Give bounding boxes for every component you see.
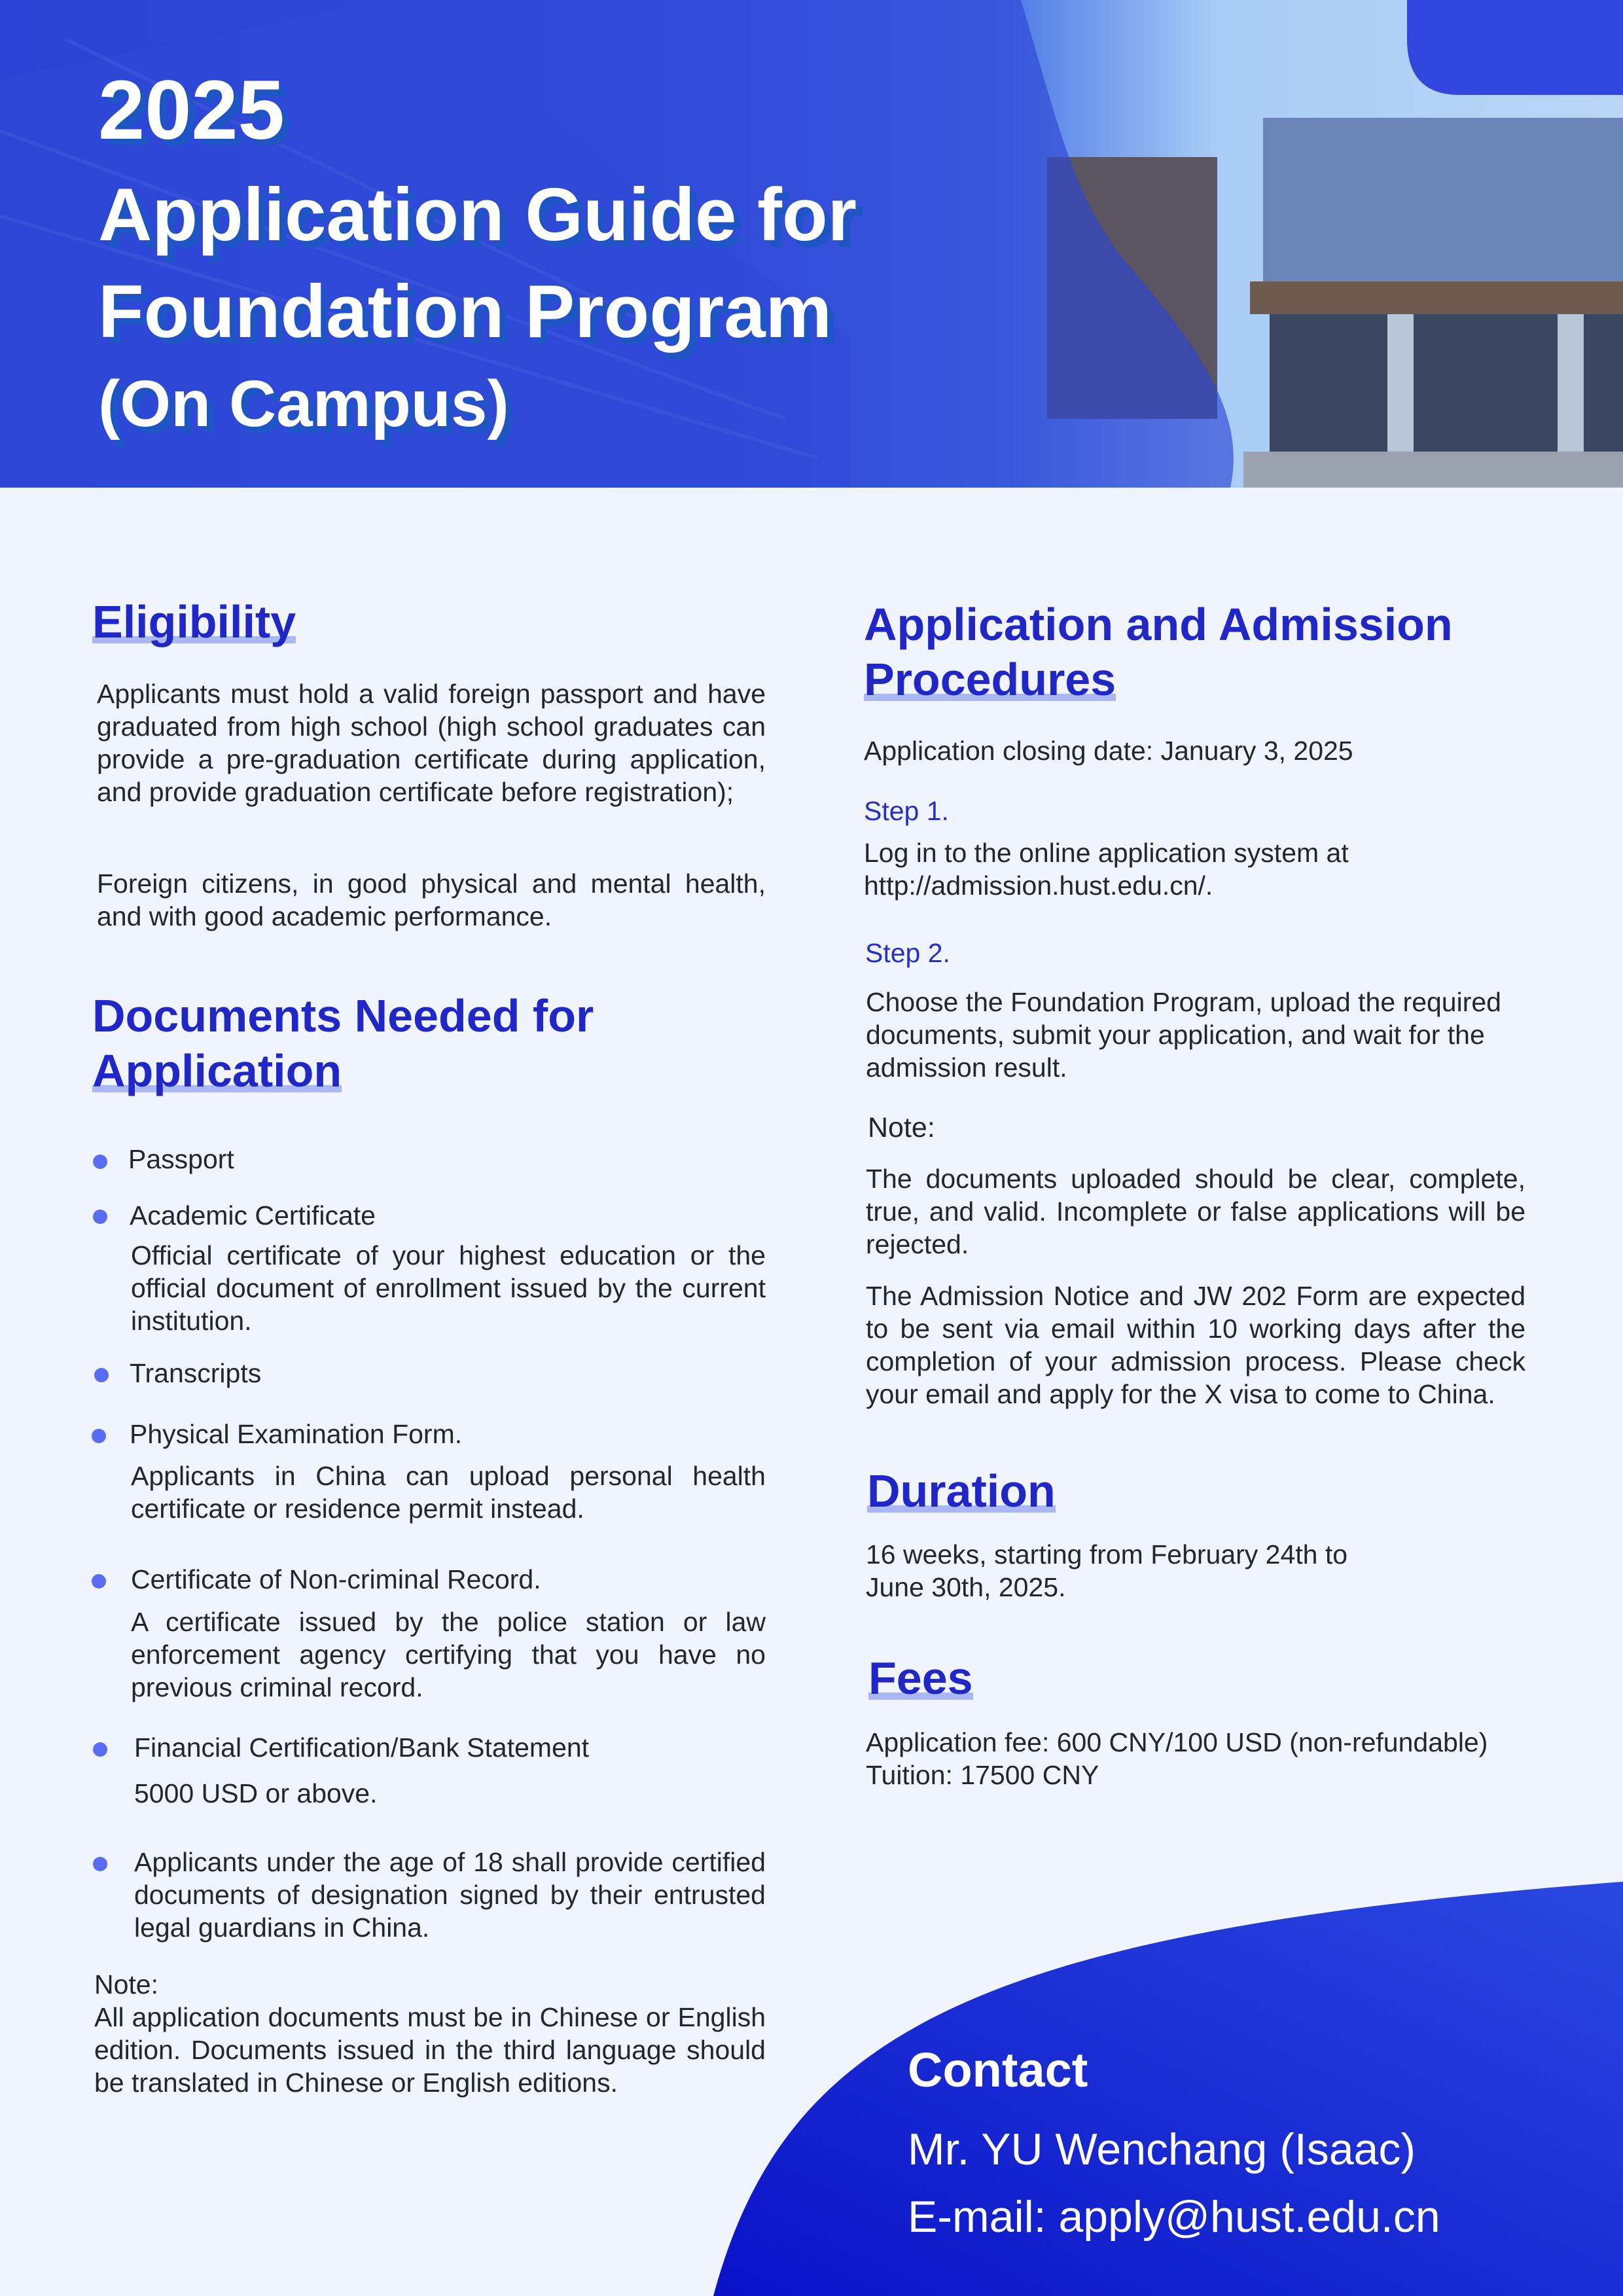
step-1-text: Log in to the online application system at http://admission.hust.edu.cn/. [864,838,1349,901]
step-1-label: Step 1. [864,796,949,826]
documents-heading: Documents Needed for Application [92,990,594,1096]
eligibility-text-1: Applicants must hold a valid foreign passport and have graduated from high school (high school graduates can provide a pre-graduation certificate during application, and provide graduation certificate before registration); [97,679,766,807]
list-item: Passport [128,1144,234,1174]
fees-heading: Fees [868,1653,973,1704]
eligibility-text-2: Foreign citizens, in good physical and mental health, and with good academic performance. [97,869,766,931]
procedures-heading: Application and Admission Procedures [864,599,1453,705]
procedures-note-label: Note: [868,1112,935,1143]
contact-email[interactable]: E-mail: apply@hust.edu.cn [908,2192,1440,2242]
list-item: Academic Certificate [130,1200,376,1230]
step-2-label: Step 2. [865,938,950,968]
step-2-text: Choose the Foundation Program, upload the required documents, submit your application, and wait for the admission result. [866,987,1501,1083]
procedures-note-1: The documents uploaded should be clear, complete, true, and valid. Incomplete or false applications will be rejected. [866,1164,1525,1259]
eligibility-heading: Eligibility [92,596,296,647]
documents-note-label: Note: [94,1969,158,2000]
list-item: Physical Examination Form. [130,1419,463,1449]
title-line-2: Foundation Program [98,270,832,353]
list-item: Transcripts [130,1358,262,1388]
list-item: Financial Certification/Bank Statement [134,1732,590,1763]
application-fee: Application fee: 600 CNY/100 USD (non-refundable) [866,1727,1488,1757]
list-item: Applicants under the age of 18 shall provide certified documents of designation signed by their entrusted legal guardians in China. [134,1847,766,1943]
list-item-desc: 5000 USD or above. [134,1778,378,1808]
title-line-1: Application Guide for [98,173,857,257]
list-item: Certificate of Non-criminal Record. [131,1564,541,1594]
duration-heading: Duration [867,1465,1056,1516]
duration-text: 16 weeks, starting from February 24th to June 30th, 2025. [866,1539,1348,1602]
contact-heading: Contact [908,2043,1088,2097]
contact-name: Mr. YU Wenchang (Isaac) [908,2125,1416,2174]
tuition-fee: Tuition: 17500 CNY [866,1760,1099,1790]
closing-date: Application closing date: January 3, 2025 [864,736,1353,766]
list-item-desc: Official certificate of your highest education or the official document of enrollment issued by the current institution. [131,1240,766,1336]
documents-note-text: All application documents must be in Chinese or English edition. Documents issued in the third language should be translated in Chinese or English editions. [94,2002,766,2098]
list-item-desc: A certificate issued by the police station or law enforcement agency certifying that you have no previous criminal record. [131,1607,766,1702]
page-subtitle: (On Campus) [98,367,509,440]
year: 2025 [98,63,285,157]
procedures-note-2: The Admission Notice and JW 202 Form are expected to be sent via email within 10 working days after the completion of your admission process. Please check your email and apply for the X visa to come to China. [866,1281,1525,1409]
list-item-desc: Applicants in China can upload personal health certificate or residence permit instead. [131,1461,766,1524]
